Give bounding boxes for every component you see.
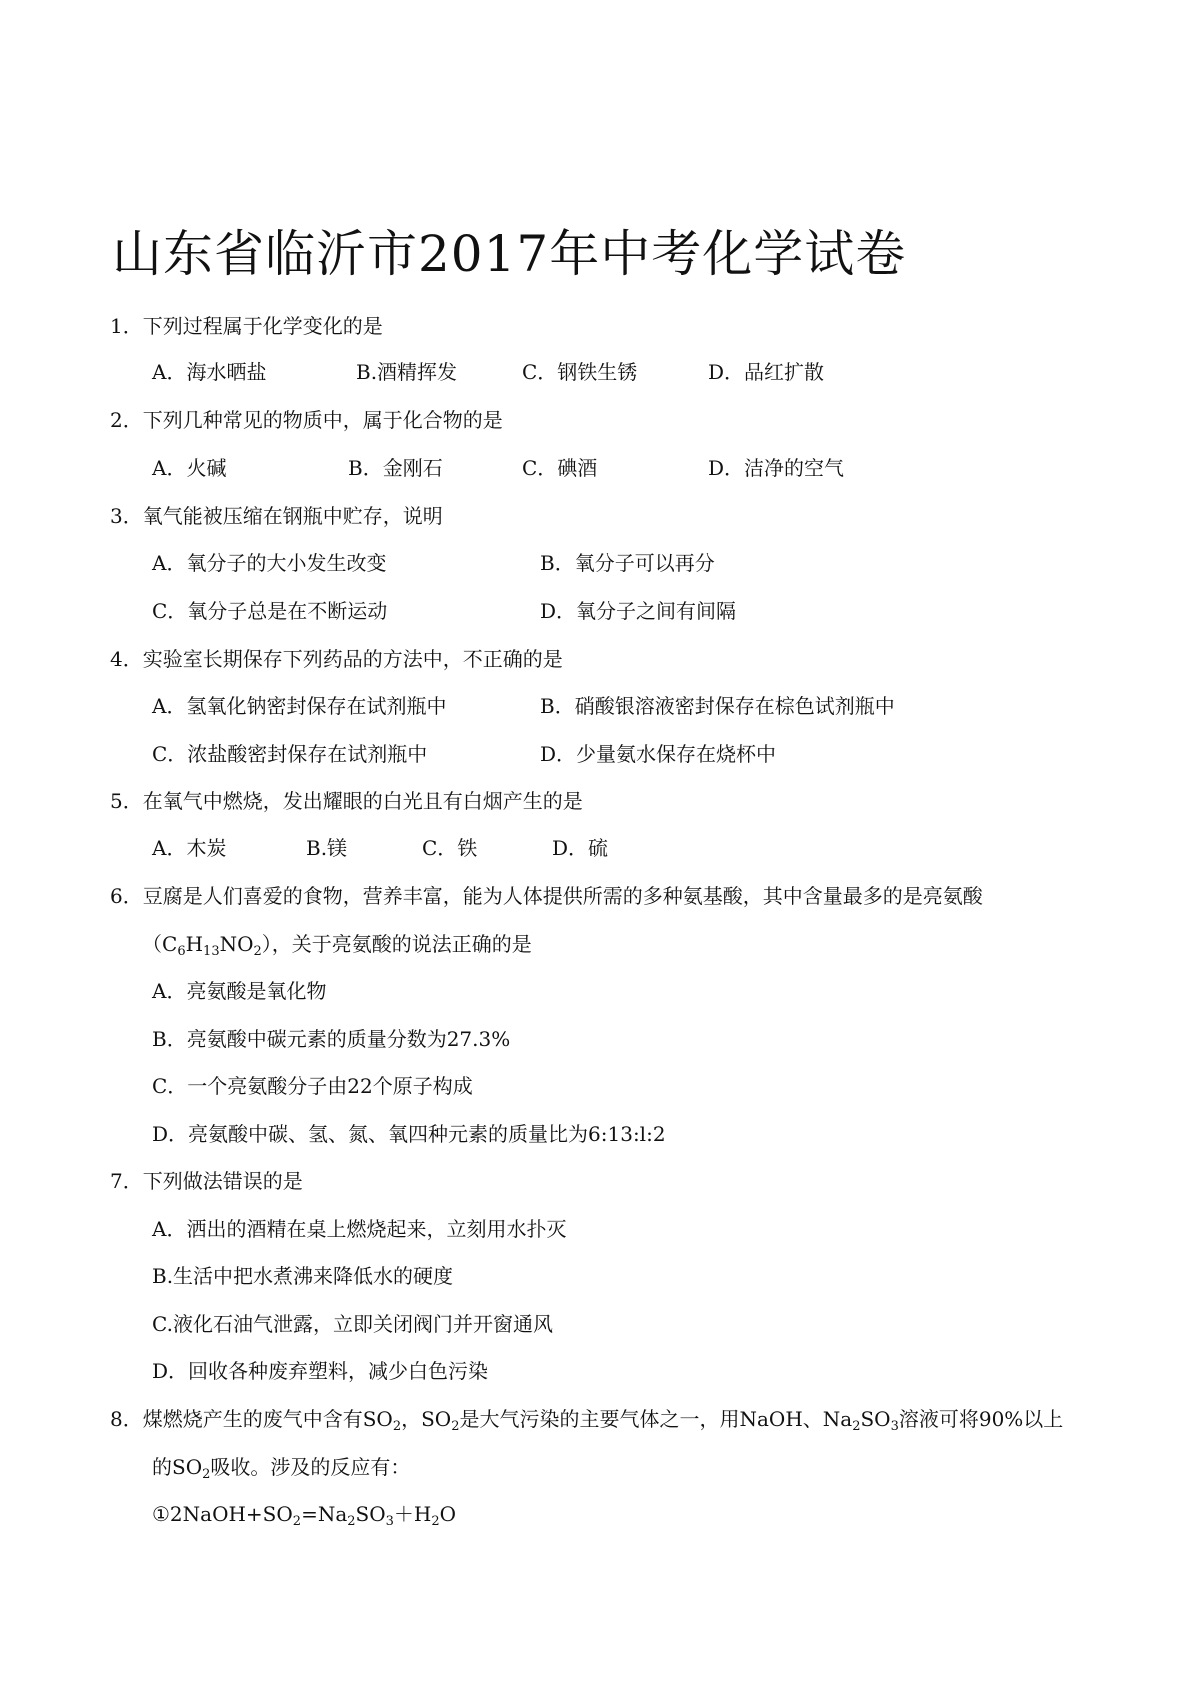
question-1-option-a: A．海水晒盐 [152,360,267,384]
eq-sub-d: 2 [431,1514,440,1529]
formula-c-count: 6 [177,944,186,959]
question-8-equation-1 [152,1500,456,1528]
page-title: 山东省临沂市2017年中考化学试卷 [112,225,907,283]
eq-b: =Na [301,1502,348,1526]
question-6-option-d: D．亮氨酸中碳、氢、氮、氧四种元素的质量比为6:13:l:2 [152,1122,666,1146]
question-4-option-c: C．浓盐酸密封保存在试剂瓶中 [152,742,428,766]
question-7-stem: 7．下列做法错误的是 [110,1169,303,1193]
question-5-option-c: C．铁 [422,836,478,860]
q8-line2-a: 的SO [152,1455,203,1479]
formula-open: （C [142,932,178,956]
q8-line2-b: 吸收。涉及的反应有： [210,1455,411,1479]
q8-line2-sub: 2 [202,1467,211,1482]
question-8-stem [110,1405,1063,1433]
q8-text-e: 溶液可将90%以上 [898,1407,1064,1431]
question-3-option-b: B．氧分子可以再分 [540,551,715,575]
question-6-option-b: B．亮氨酸中碳元素的质量分数为27.3% [152,1027,511,1051]
q8-sub-b: 2 [451,1419,460,1434]
formula-rest: ），关于亮氨酸的说法正确的是 [261,932,532,956]
formula-h-count: 13 [203,944,220,959]
question-7-option-b: B.生活中把水煮沸来降低水的硬度 [152,1264,454,1288]
question-1-option-b: B.酒精挥发 [356,360,458,384]
q8-text-b: ，SO [401,1407,452,1431]
question-2-option-c: C．碘酒 [522,456,598,480]
eq-d: ＋H [393,1502,432,1526]
question-2-option-d: D．洁净的空气 [708,456,845,480]
question-4-option-b: B．硝酸银溶液密封保存在棕色试剂瓶中 [540,694,895,718]
question-6-stem-formula-line [142,930,532,958]
eq-sub-c: 3 [385,1514,394,1529]
q8-text-c: 是大气污染的主要气体之一，用NaOH、Na [459,1407,853,1431]
question-7-option-a: A．洒出的酒精在桌上燃烧起来，立刻用水扑灭 [152,1217,567,1241]
question-5-option-b: B.镁 [306,836,348,860]
q8-text-a: 8．煤燃烧产生的废气中含有SO [110,1407,393,1431]
question-1-option-d: D．品红扩散 [708,360,825,384]
question-5-option-d: D．硫 [552,836,609,860]
question-4-option-d: D．少量氨水保存在烧杯中 [540,742,777,766]
question-4-stem: 4．实验室长期保存下列药品的方法中，不正确的是 [110,647,563,671]
formula-no: NO [219,932,254,956]
eq-sub-a: 2 [292,1514,302,1529]
q8-sub-d: 3 [890,1419,899,1434]
eq-c: SO [355,1502,386,1526]
question-6-option-c: C．一个亮氨酸分子由22个原子构成 [152,1074,473,1098]
question-2-stem: 2．下列几种常见的物质中，属于化合物的是 [110,408,503,432]
question-6-stem: 6．豆腐是人们喜爱的食物，营养丰富，能为人体提供所需的多种氨基酸，其中含量最多的是亮氨酸 [110,884,983,908]
question-3-stem: 3．氧气能被压缩在钢瓶中贮存，说明 [110,504,443,528]
q8-sub-c: 2 [852,1419,861,1434]
question-5-stem: 5．在氧气中燃烧，发出耀眼的白光且有白烟产生的是 [110,789,583,813]
question-3-option-d: D．氧分子之间有间隔 [540,599,737,623]
q8-text-d: SO [860,1407,891,1431]
question-7-option-d: D．回收各种废弃塑料，减少白色污染 [152,1359,489,1383]
question-3-option-a: A．氧分子的大小发生改变 [152,551,387,575]
question-1-stem: 1．下列过程属于化学变化的是 [110,314,383,338]
question-6-option-a: A．亮氨酸是氧化物 [152,979,327,1003]
question-4-option-a: A．氢氧化钠密封保存在试剂瓶中 [152,694,447,718]
question-8-stem-line2 [152,1453,410,1481]
question-2-option-a: A．火碱 [152,456,227,480]
question-3-option-c: C．氧分子总是在不断运动 [152,599,388,623]
formula-o-count: 2 [253,944,262,959]
q8-sub-a: 2 [392,1419,402,1434]
formula-h: H [185,932,204,956]
question-5-option-a: A．木炭 [152,836,227,860]
eq-sub-b: 2 [347,1514,356,1529]
question-1-option-c: C．钢铁生锈 [522,360,638,384]
question-7-option-c: C.液化石油气泄露，立即关闭阀门并开窗通风 [152,1312,553,1336]
eq-a: ①2NaOH+SO [152,1502,293,1526]
eq-e: O [439,1502,457,1526]
question-2-option-b: B．金刚石 [348,456,443,480]
